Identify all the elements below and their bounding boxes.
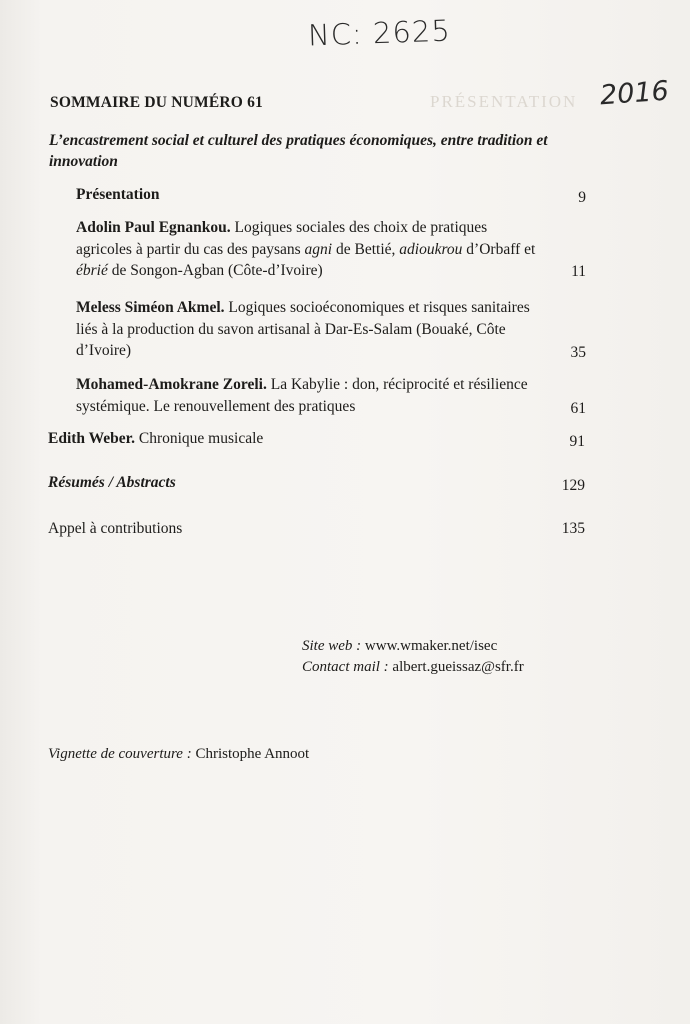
bleed-through-text [430,90,680,920]
cover-credit-label: Vignette de couverture : [48,746,192,762]
entry-text: de Songon-Agban (Côte-d’Ivoire) [107,262,323,279]
website-url: www.wmaker.net/isec [364,638,498,654]
entry-author: Meless Siméon Akmel. [76,299,225,316]
toc-entry-article-akmel [76,297,586,362]
entry-text-italic: ébrié [76,262,108,279]
toc-entry-weber [48,428,588,450]
entry-text: de Bettié, [332,240,400,258]
entry-text: Logiques socioéconomiques et risques sanitaires liés à la production du savon artisanal à Dar-Es-Salam (Bouaké, Côte d’Ivoire) [76,299,530,359]
contact-mail-label: Contact mail : [302,659,389,675]
entry-title: Présentation [76,186,160,203]
entry-text: La Kabylie : don, réciprocité et résilience systémique. Le renouvellement des pratiques [76,376,528,415]
page-number: 91 [569,433,585,450]
entry-author: Mohamed-Amokrane Zoreli. [76,376,267,393]
page-number: 9 [578,189,586,206]
cover-credit [48,746,309,763]
toc-entry-presentation [76,184,586,206]
page-number: 129 [561,477,585,494]
toc-entry-article-zoreli [76,374,586,417]
toc-entry-article-egnankou [76,217,586,282]
website-line [302,636,497,657]
entry-text: Logiques sociales des choix de pratiques agricoles à partir du cas des paysans [76,219,488,258]
page-number: 11 [571,263,586,280]
bleed-through-title: PRÉSENTATION [430,92,578,111]
entry-author: Adolin Paul Egnankou. [76,219,231,236]
website-label: Site web : [302,638,362,654]
cover-credit-name: Christophe Annoot [195,746,310,762]
entry-text-italic: agni [304,240,333,258]
toc-entry-abstracts [48,472,588,494]
handwritten-year: 2016 [599,75,670,112]
entry-title: Appel à contributions [48,520,183,537]
page-number: 35 [570,344,586,361]
entry-text-italic: adioukrou [399,240,463,258]
entry-title: Résumés / Abstracts [48,474,176,491]
summary-title: SOMMAIRE DU NUMÉRO 61 [50,94,264,111]
handwritten-reference: NC: 2625 [307,13,452,53]
entry-author: Edith Weber. [48,430,135,447]
page-number: 135 [561,520,585,537]
toc-entry-appel [48,518,588,540]
entry-text: Chronique musicale [135,430,264,447]
contact-mail-line [302,657,524,678]
page-number: 61 [570,400,586,417]
contact-mail-address: albert.gueissaz@sfr.fr [392,659,524,675]
issue-theme: L’encastrement social et culturel des pratiques économiques, entre tradition et innovation [49,132,548,170]
entry-text: d’Orbaff et [462,240,536,258]
